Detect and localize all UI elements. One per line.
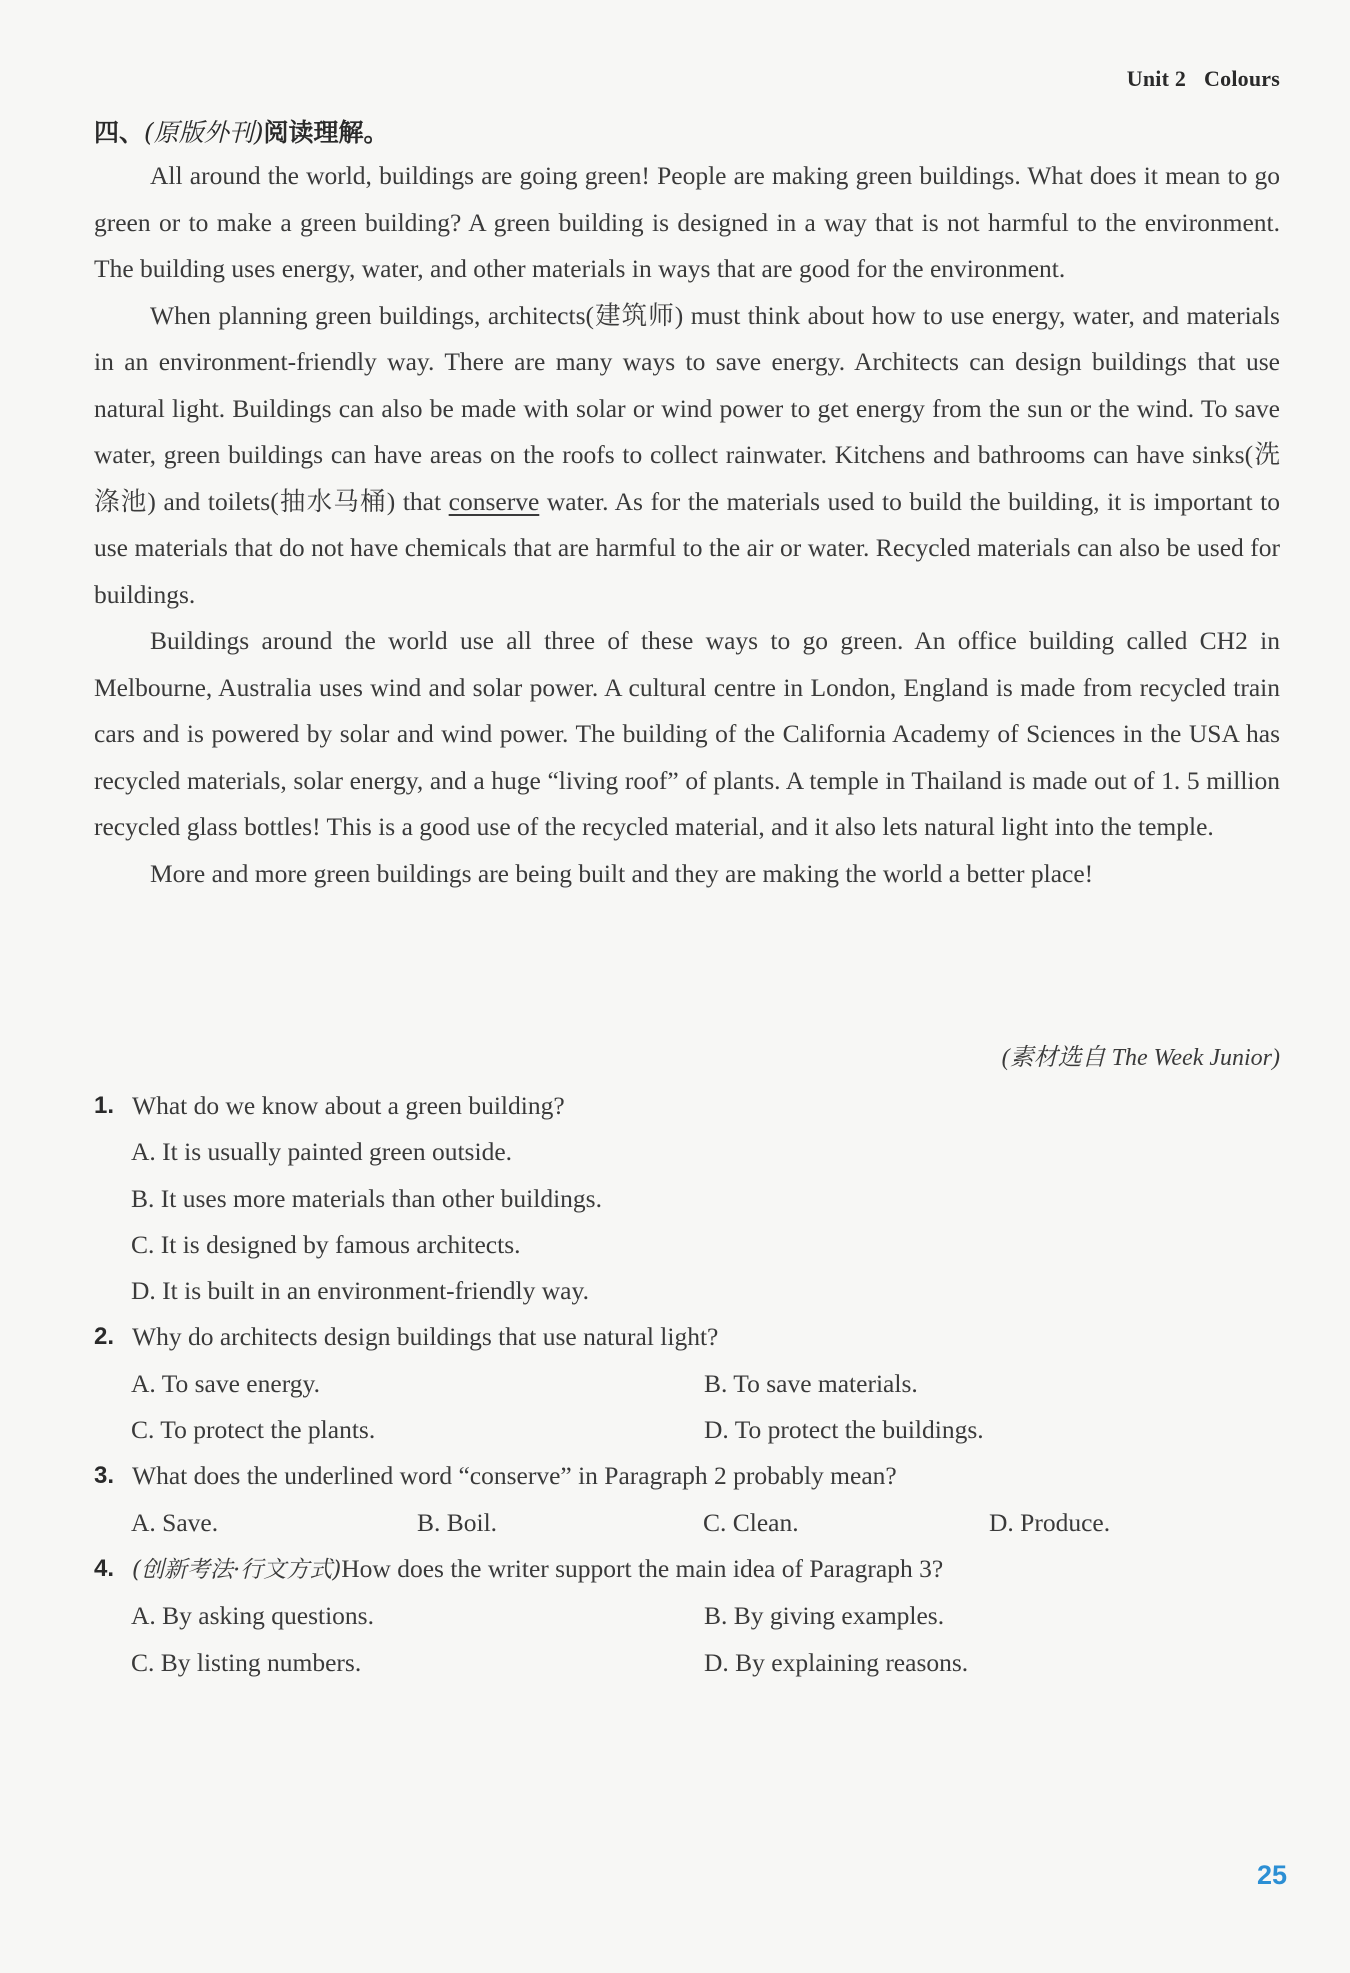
- option-a[interactable]: A. To save energy.: [131, 1368, 320, 1398]
- running-header: [1127, 66, 1280, 92]
- options-row: [131, 1500, 1280, 1546]
- underlined-word: conserve: [448, 486, 540, 516]
- question-tag: (创新考法·行文方式): [132, 1556, 342, 1583]
- paragraph-2-part-1: When planning green buildings, architects(建筑师) must think about how to use energy, water, and materials in an environment-friendly way. There are many ways to save energy. Architects can design buildings that use natural light. Buildings can also be made with solar or wind power to get energy from the sun or the wind. To save water, green buildings can have areas on the roofs to collect rainwater. Kitchens and bathrooms can have sinks(洗涤池) and toilets(抽水马桶) that: [94, 300, 1280, 516]
- question-3: [94, 1453, 1280, 1499]
- question-text: How does the writer support the main idea of Paragraph 3?: [341, 1553, 944, 1583]
- section-note: (原版外刊): [144, 118, 264, 147]
- paragraph-2-part-2: water. As for the materials used to build the building, it is important to use materials that do not have chemicals that are harmful to the air or water. Recycled materials can also be used for buildings.: [94, 486, 1281, 609]
- question-3-options: [94, 1500, 1280, 1546]
- option-b[interactable]: B. It uses more materials than other buildings.: [131, 1183, 602, 1213]
- question-2-options: [94, 1361, 1280, 1454]
- option-b[interactable]: B. By giving examples.: [704, 1601, 945, 1631]
- paragraph-3: Buildings around the world use all three of these ways to go green. An office building called CH2 in Melbourne, Australia uses wind and solar power. A cultural centre in London, England is made from recycled train cars and is powered by solar and wind power. The building of the California Academy of Sciences in the USA has recycled materials, solar energy, and a huge “living roof” of plants. A temple in Thailand is made out of 1. 5 million recycled glass bottles! This is a good use of the recycled material, and it also lets natural light into the temple.: [94, 626, 1280, 841]
- option-c[interactable]: C. It is designed by famous architects.: [131, 1229, 521, 1259]
- option-d[interactable]: D. Produce.: [989, 1507, 1111, 1537]
- paragraph-1: All around the world, buildings are going green! People are making green buildings. What does it mean to go green or to make a green building? A green building is designed in a way that is not harmful to the environment. The building uses energy, water, and other materials in ways that are good for the environment.: [94, 161, 1280, 283]
- paragraph-4: More and more green buildings are being built and they are making the world a better place!: [150, 858, 1094, 888]
- options-row: [131, 1407, 1280, 1453]
- option-c[interactable]: C. By listing numbers.: [131, 1647, 362, 1677]
- question-list: [94, 1083, 1280, 1686]
- option-b[interactable]: B. Boil.: [417, 1507, 498, 1537]
- unit-topic: Colours: [1204, 66, 1280, 91]
- question-stem: What do we know about a green building?: [132, 1091, 565, 1120]
- unit-label: Unit 2: [1126, 66, 1187, 91]
- question-stem: [132, 1546, 1280, 1593]
- option-a[interactable]: A. It is usually painted green outside.: [131, 1137, 513, 1167]
- question-number: 1.: [94, 1092, 115, 1119]
- options-row: [131, 1640, 1280, 1686]
- question-1-options: [94, 1129, 1280, 1314]
- question-1: [94, 1083, 1280, 1129]
- source-citation: (素材选自 The Week Junior): [1001, 1045, 1280, 1071]
- options-row: [131, 1361, 1280, 1407]
- question-stem: What does the underlined word “conserve” in Paragraph 2 probably mean?: [132, 1461, 897, 1491]
- question-number: 3.: [94, 1462, 115, 1490]
- option-a[interactable]: A. By asking questions.: [131, 1601, 374, 1631]
- question-number: 2.: [94, 1323, 115, 1351]
- option-d[interactable]: D. By explaining reasons.: [704, 1647, 969, 1677]
- page-number: 25: [1256, 1860, 1287, 1890]
- question-number: 4.: [94, 1554, 115, 1582]
- section-number: 四、: [94, 118, 145, 147]
- reading-passage: [94, 153, 1280, 897]
- paragraph-2: [94, 293, 1280, 619]
- option-d[interactable]: D. It is built in an environment-friendly way.: [131, 1276, 589, 1306]
- question-2: [94, 1314, 1280, 1360]
- section-task: 阅读理解。: [263, 118, 389, 147]
- question-4: [94, 1546, 1280, 1593]
- option-c[interactable]: C. Clean.: [703, 1507, 799, 1537]
- options-row: [131, 1593, 1280, 1639]
- section-heading: [94, 113, 389, 149]
- question-stem: Why do architects design buildings that use natural light?: [132, 1322, 719, 1352]
- option-b[interactable]: B. To save materials.: [704, 1368, 918, 1398]
- option-d[interactable]: D. To protect the buildings.: [704, 1415, 984, 1445]
- question-4-options: [94, 1593, 1280, 1686]
- option-c[interactable]: C. To protect the plants.: [131, 1415, 376, 1445]
- option-a[interactable]: A. Save.: [131, 1507, 219, 1537]
